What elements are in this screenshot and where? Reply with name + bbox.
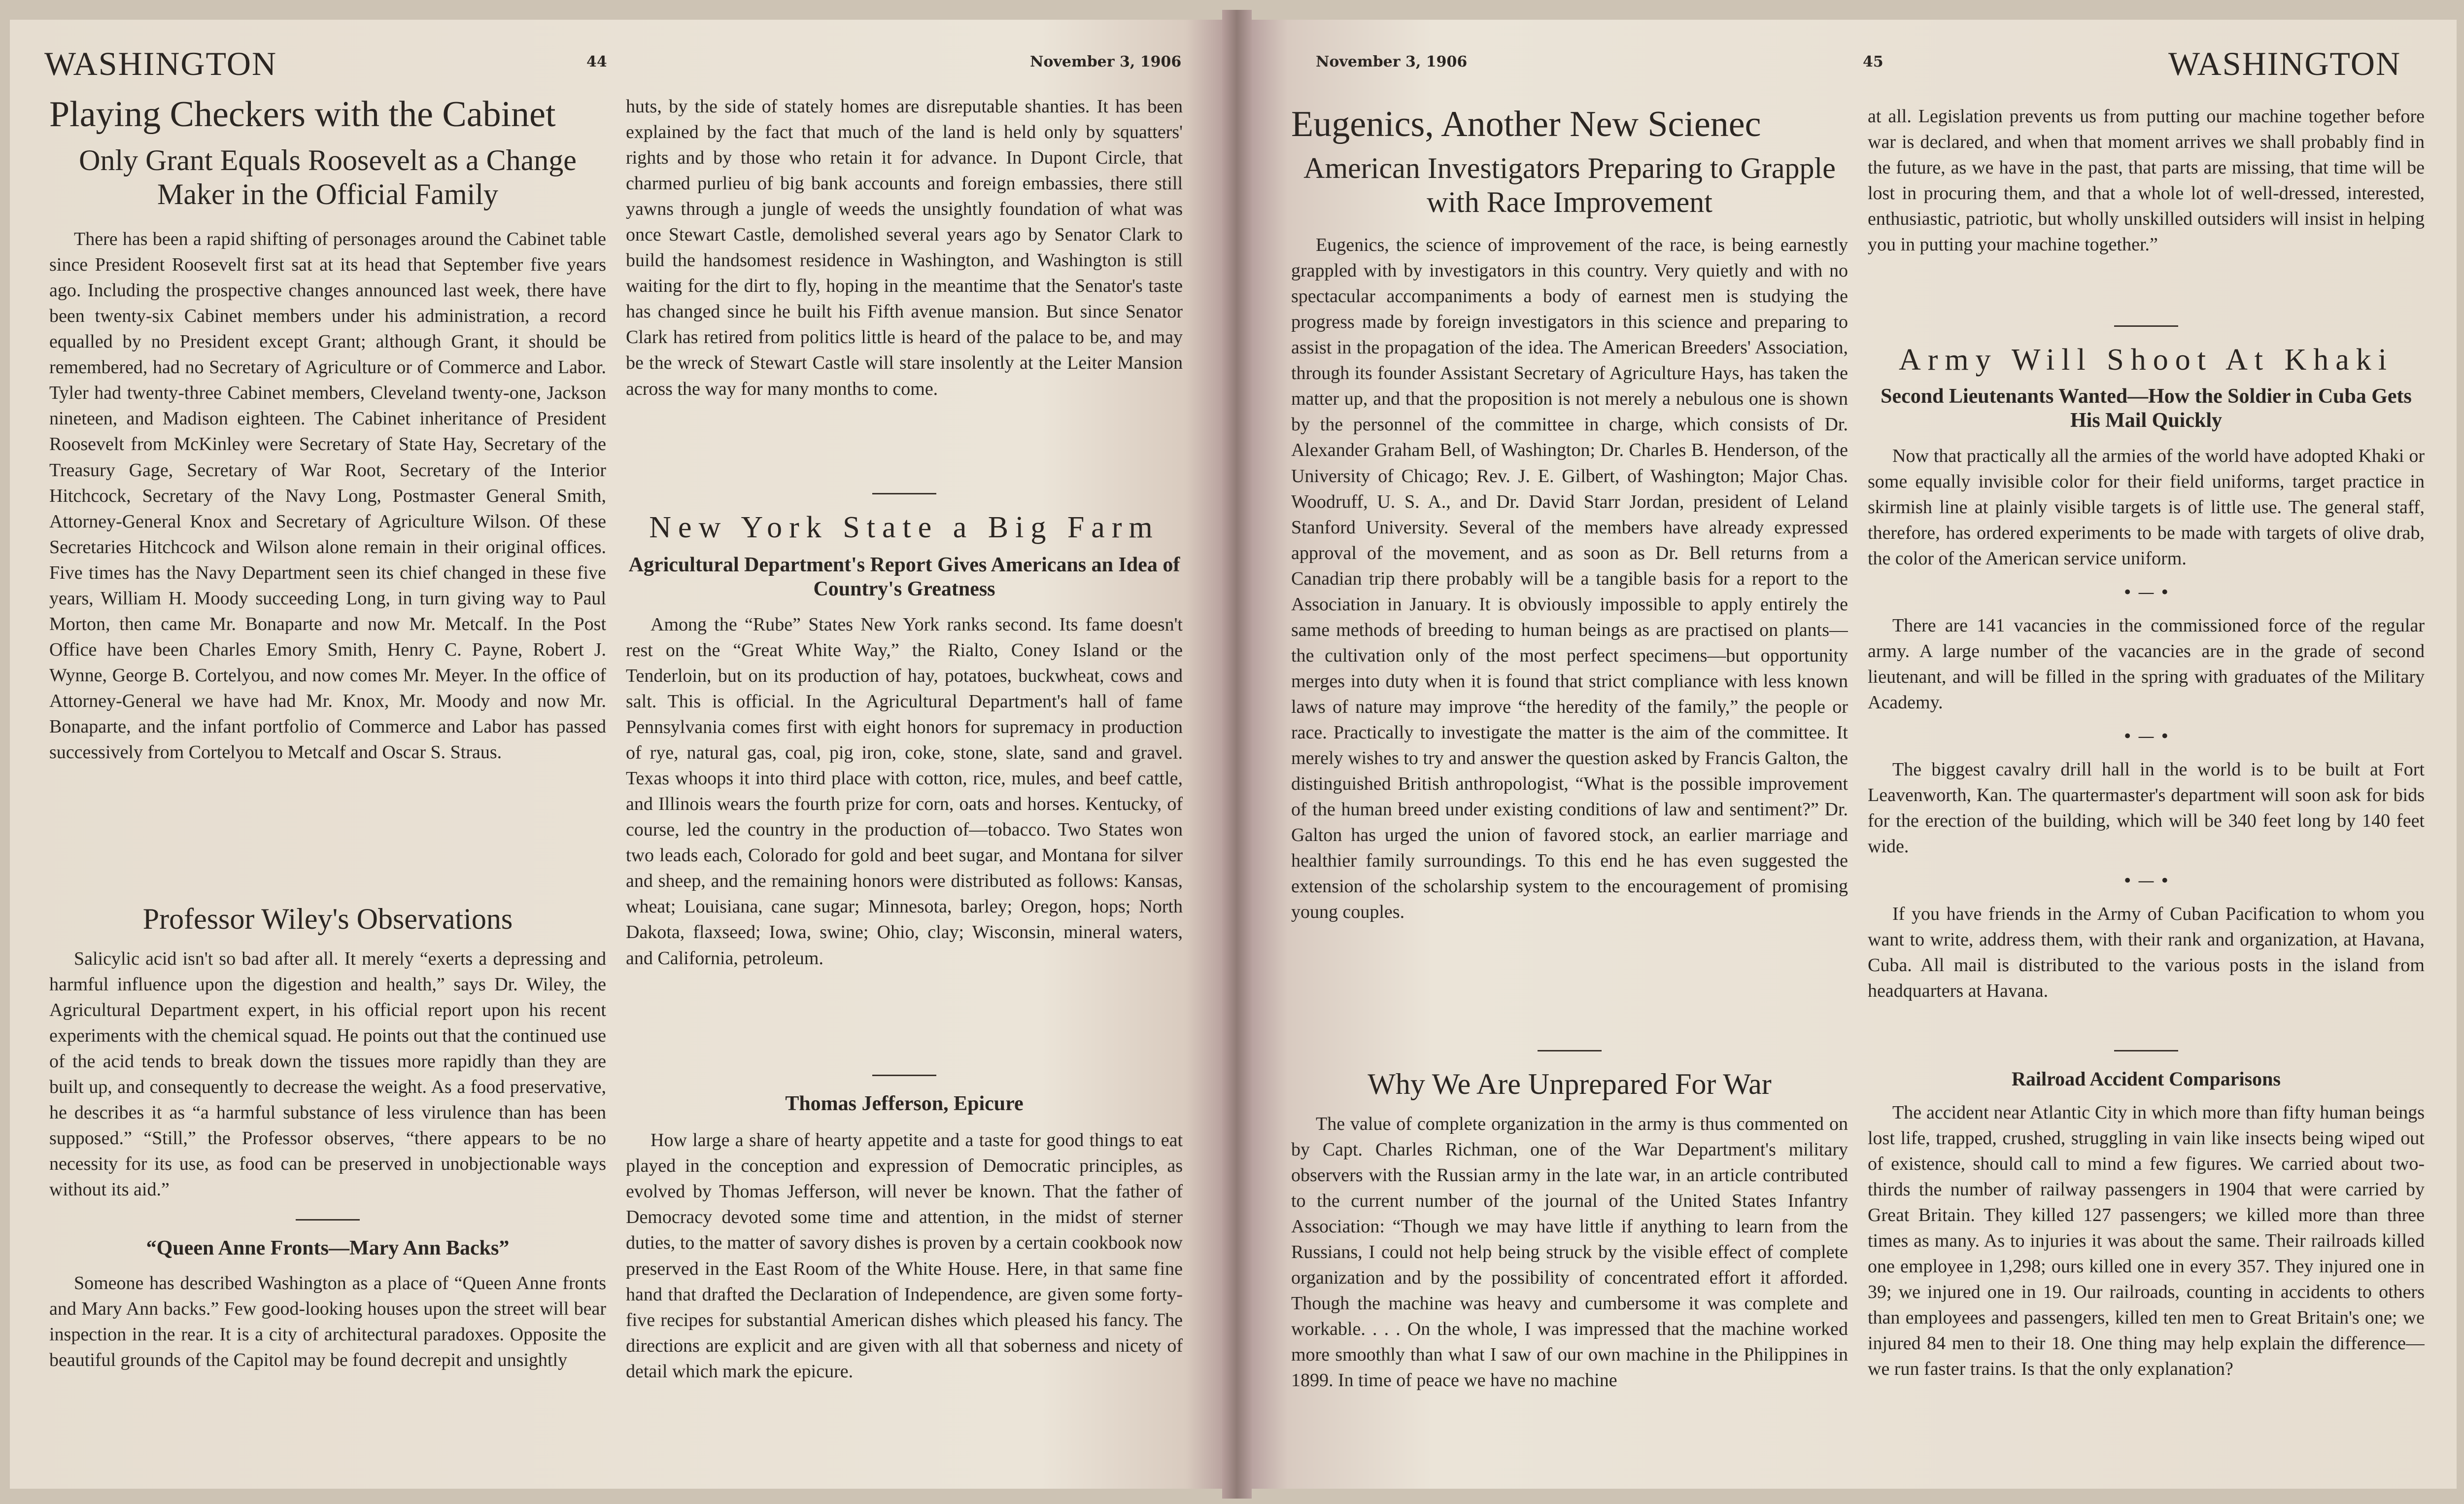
- column-2: [1868, 20, 2425, 1489]
- article-railroad: [1868, 1050, 2425, 1382]
- headline: Army Will Shoot At Khaki: [1898, 343, 2394, 377]
- masthead: WASHINGTON: [2168, 45, 2401, 82]
- column-1: [1291, 20, 1848, 1489]
- divider: • — •: [2122, 583, 2170, 603]
- divider: [296, 1219, 360, 1221]
- divider: • — •: [2122, 727, 2170, 747]
- headline: Railroad Accident Comparisons: [2012, 1068, 2281, 1090]
- article-cabinet: [49, 94, 606, 765]
- column-2: [626, 20, 1183, 1489]
- column-1: [49, 20, 606, 1489]
- page-number: 44: [586, 53, 607, 70]
- issue-date: November 3, 1906: [1030, 53, 1182, 70]
- page-number: 45: [1863, 53, 1883, 70]
- divider: • — •: [2122, 871, 2170, 891]
- divider: [1538, 1050, 1602, 1051]
- article-body: Someone has described Washington as a place of “Queen Anne fronts and Mary Ann backs.” Few good-looking houses upon the street will bear inspection in the rear. It is a city of architectural paradoxes. Opposite the beautiful grounds of the Capitol may be found decrepit and unsightly: [49, 1272, 606, 1370]
- subheadline: American Investigators Preparing to Grapple with Race Improvement: [1303, 152, 1836, 219]
- divider: [872, 493, 936, 494]
- headline: New York State a Big Farm: [649, 511, 1160, 544]
- article-khaki: [1868, 325, 2425, 1004]
- divider: [2114, 1050, 2178, 1051]
- headline: Eugenics, Another New Scienec: [1291, 104, 1761, 144]
- headline: Playing Checkers with the Cabinet: [49, 94, 556, 135]
- article-wiley: [49, 902, 606, 1373]
- article-new-york: [626, 493, 1183, 971]
- article-body: huts, by the side of stately homes are disreputable shanties. It has been explained by the fact that much of the land is held only by squatters' rights and by those who retain it for advance. In Dupont Circle, that charmed purlieu of big bank accounts and foreign embassies, there still yawns through a jungle of weeds the unsightly foundation of what was once Stewart Castle, demolished several years ago by Senator Clark to build the handsomest residence in Washington, and Washington is still waiting for the dirt to fly, hoping in the meantime that the Senator's taste has changed since he built his Fifth avenue mansion. But since Senator Clark has retired from politics little is heard of the palace to be, and may be the wreck of Stewart Castle will stare insolently at the Leiter Mansion across the way for many months to come.: [626, 96, 1183, 399]
- article-body: If you have friends in the Army of Cuban Pacification to whom you want to write, address them, with their rank and organization, at Havana, Cuba. All mail is distributed to the various posts in the island from headquarters at Havana.: [1868, 903, 2425, 1001]
- article-eugenics: [1291, 104, 1848, 925]
- article-continued: [626, 94, 1183, 402]
- article-body: Salicylic acid isn't so bad after all. It merely “exerts a depressing and harmful influence upon the digestion and health,” says Dr. Wiley, the Agricultural Department expert, in his official report upon his recent experiments with the chemical squad. He points out that the continued use of the acid tends to break down the tissues more rapidly than they are built up, and consequently to decrease the weight. As a food preservative, he describes it as “a harmful substance of less virulence than has been supposed.” “Still,” the Professor observes, “there appears to be no necessity for its use, as food can be preserved in unobjectionable ways without its aid.”: [49, 948, 606, 1200]
- headline: “Queen Anne Fronts—Mary Ann Backs”: [146, 1237, 510, 1260]
- divider: [872, 1075, 936, 1076]
- headline: Professor Wiley's Observations: [142, 903, 513, 935]
- article-body: The biggest cavalry drill hall in the world is to be built at Fort Leavenworth, Kan. The quartermaster's department will soon ask for bids for the erection of the building, which will be 340 feet long by 140 feet wide.: [1868, 759, 2425, 857]
- article-body: There are 141 vacancies in the commissioned force of the regular army. A large number of the vacancies are in the grade of second lieutenant, and will be filled in the spring with graduates of the Military Academy.: [1868, 615, 2425, 713]
- article-body: Eugenics, the science of improvement of the race, is being earnestly grappled with by investigators in this country. Very quietly and with no spectacular accompaniments a body of earnest men is studying the progress made by foreign investigators in this science and preparing to assist in the propagation of the idea. The American Breeders' Association, through its founder Assistant Secretary of Agriculture Hays, has taken the matter up, and that the proposition is not merely a nebulous one is shown by the personnel of the committee in charge, which consists of Dr. Alexander Graham Bell, of Washington; Dr. Charles B. Henderson, of the University of Chicago; Rev. J. E. Gilbert, of Washington; Major Chas. Woodruff, U. S. A., and Dr. David Starr Jordan, president of Leland Stanford University. Several of the members have already expressed approval of the movement, and as soon as Dr. Bell returns from a Canadian trip there probably will be a tangible basis for a report to the Association in January. It is obviously impossible to apply entirely the same methods of breeding to human beings as are practised on plants—the cultivation only of the most perfect specimens—but opportunity merges into duty when it is found that strict compliance with less known laws of nature may improve “the heredity of the family,” the people or race. Practically to investigate the matter is the aim of the committee. It merely wishes to try and answer the question asked by Francis Galton, the distinguished British anthropologist, “What is the possible improvement of the human breed under existing conditions of law and sentiment?” Dr. Galton has urged the union of favored stock, an earlier marriage and healthier family surroundings. To this end he has even suggested the extension of the scholarship system to the encouragement of promising young couples.: [1291, 235, 1848, 923]
- article-body: The value of complete organization in the army is thus commented on by Capt. Charles Richman, one of the War Department's military observers with the Russian army in the late war, in an article contributed to the current number of the journal of the United States Infantry Association: “Though we may have little if anything to learn from the Russians, I could not help being struck by the visible effect of complete organization and by the possibility of concentrated effort it afforded. Though the machine was heavy and cumbersome it was complete and workable. . . . On the whole, I was impressed that the machine worked more smoothly than what I saw of our own machine in the Philippines in 1899. In time of peace we have no machine: [1291, 1114, 1848, 1391]
- article-body: There has been a rapid shifting of personages around the Cabinet table since President Roosevelt first sat at its head that September five years ago. Including the prospective changes announced last week, there have been twenty-six Cabinet members under his administration, a record equalled by no President except Grant; although Grant, it should be remembered, had no Secretary of Agriculture or of Commerce and Labor. Tyler had twenty-three Cabinet members, Cleveland twenty-one, Jackson nineteen, and Madison eighteen. The Cabinet inheritance of President Roosevelt from McKinley were Secretary of State Hay, Secretary of the Treasury Gage, Secretary of War Root, Secretary of the Interior Hitchcock, Secretary of the Navy Long, Postmaster General Smith, Attorney-General Knox and Secretary of Agriculture Wilson. Of these Secretaries Hitchcock and Wilson alone remain in their original offices. Five times has the Navy Department seen its chief changed in these five years, William H. Moody succeeding Long, in turn giving way to Paul Morton, then came Mr. Bonaparte and now Mr. Metcalf. In the Post Office have been Charles Emory Smith, Henry C. Payne, Robert J. Wynne, George B. Cortelyou, and now comes Mr. Meyer. In the office of Attorney-General we have had Mr. Knox, Mr. Moody and now Mr. Bonaparte, and the infant portfolio of Commerce and Labor has passed successively from Cortelyou to Metcalf and Oscar S. Straus.: [49, 229, 606, 763]
- binding-gutter: [1222, 10, 1252, 1499]
- article-body: How large a share of hearty appetite and a taste for good things to eat played in the conception and expression of Democratic principles, as evolved by Thomas Jefferson, will never be known. That the father of Democracy devoted some time and attention, in the midst of sterner duties, to the matter of savory dishes is proven by a certain cookbook now preserved in the East Room of the White House. Here, in that same fine hand that drafted the Declaration of Independence, are given some forty-five recipes for substantial American dishes which pleased his fancy. The directions are explicit and are given with all that soberness and nicety of detail which mark the epicure.: [626, 1130, 1183, 1382]
- headline: Why We Are Unprepared For War: [1368, 1068, 1772, 1100]
- left-page: [10, 20, 1222, 1489]
- subheadline: Agricultural Department's Report Gives Americans an Idea of Country's Greatness: [628, 554, 1180, 600]
- divider: [2114, 325, 2178, 327]
- article-body: at all. Legislation prevents us from putting our machine together before war is declared, and when that moment arrives we shall probably find in the future, as we have in the past, that parts are missing, that time will be lost in procuring them, and that a whole lot of well-dressed, interested, enthusiastic, patriotic, but wholly unskilled outsiders will insist in helping you in putting your machine together.”: [1868, 106, 2425, 255]
- article-body: Now that practically all the armies of the world have adopted Khaki or some equally invisible color for their field uniforms, target practice in skirmish line at plainly visible targets is of little use. The general staff, therefore, has ordered experiments to be made with targets of olive drab, the color of the American service uniform.: [1868, 445, 2425, 569]
- article-war: [1291, 1050, 1848, 1394]
- masthead: WASHINGTON: [44, 45, 277, 82]
- headline: Thomas Jefferson, Epicure: [785, 1092, 1024, 1115]
- subheadline: Only Grant Equals Roosevelt as a Change Maker in the Official Family: [79, 144, 577, 211]
- subheadline: Second Lieutenants Wanted—How the Soldier in Cuba Gets His Mail Quickly: [1881, 385, 2412, 432]
- issue-date: November 3, 1906: [1316, 53, 1468, 70]
- article-body: Among the “Rube” States New York ranks second. Its fame doesn't rest on the “Great White Way,” the Rialto, Coney Island or the Tenderloin, but on its production of hay, potatoes, buckwheat, cows and salt. This is official. In the Agricultural Department's hall of fame Pennsylvania comes first with eight honors for supremacy in production of rye, natural gas, coal, pig iron, coke, stone, slate, sand and gravel. Texas whoops it into third place with cotton, rice, mules, and beef cattle, and Illinois wears the fourth prize for corn, oats and horses. Kentucky, of course, led the country in the production of—tobacco. Two States won two leads each, Colorado for gold and beet sugar, and Montana for silver and sheep, and the remaining honors were distributed as follows: Kansas, wheat; Louisiana, cane sugar; Minnesota, barley; Oregon, hops; North Dakota, flaxseed; Iowa, swine; Ohio, clay; Wisconsin, mineral waters, and California, petroleum.: [626, 614, 1183, 969]
- article-body: The accident near Atlantic City in which more than fifty human beings lost life, trapped, crushed, struggling in vain like insects being wiped out of existence, should call to mind a few figures. We carried about two-thirds the number of railway passengers in 1904 that were carried by Great Britain. They killed 127 passengers; we killed more than three times as many. As to injuries it was about the same. Their railroads killed one employee in 1,298; ours killed one in every 357. They injured one in 39; we injured one in 19. Our railroads, counting in accidents to others than employees and passengers, killed ten men to Great Britain's one; we injured 84 men to their 18. One thing may help explain the difference—we run faster trains. Is that the only explanation?: [1868, 1102, 2425, 1380]
- right-page: [1252, 20, 2457, 1489]
- article-jefferson: [626, 1075, 1183, 1384]
- article-continued: [1868, 104, 2425, 257]
